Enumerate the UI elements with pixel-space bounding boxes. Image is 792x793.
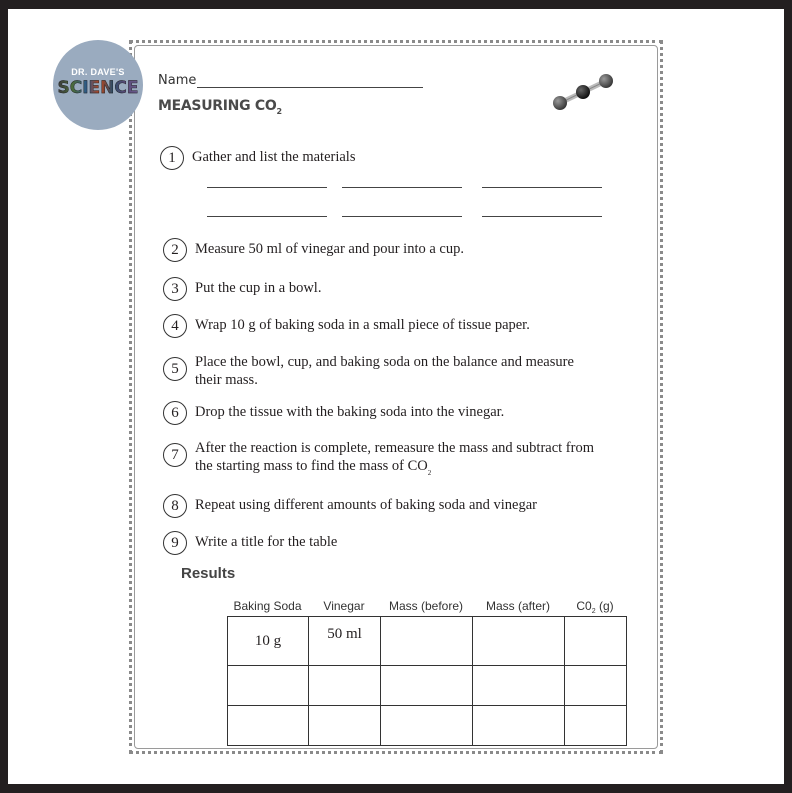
step-4 <box>163 316 595 338</box>
table-cell[interactable] <box>381 706 473 746</box>
step-text: Repeat using different amounts of baking soda and vinegar <box>195 497 538 513</box>
material-blank-2[interactable] <box>342 187 462 188</box>
co2-unit: (g) <box>598 599 614 613</box>
column-header-mass-before: Mass (before) <box>388 599 464 613</box>
step-text: Measure 50 ml of vinegar and pour into a cup. <box>195 241 464 257</box>
table-cell[interactable] <box>309 706 381 746</box>
worksheet-page <box>8 9 784 784</box>
step-9 <box>163 533 595 555</box>
column-header-mass-after: Mass (after) <box>485 599 550 613</box>
step-number-badge: 5 <box>163 357 187 381</box>
table-cell[interactable] <box>565 706 627 746</box>
step-text: Wrap 10 g of baking soda in a small piece of tissue paper. <box>195 317 530 333</box>
table-row <box>228 666 627 706</box>
column-header-baking-soda: Baking Soda <box>233 599 302 613</box>
results-heading: Results <box>181 565 236 582</box>
logo-line2: SCIENCE <box>57 77 139 98</box>
table-cell[interactable] <box>565 666 627 706</box>
step-number-badge: 2 <box>163 238 187 262</box>
material-blank-6[interactable] <box>482 216 602 217</box>
table-cell[interactable]: 50 ml <box>309 617 381 666</box>
step-6 <box>163 403 595 425</box>
step-number-badge: 8 <box>163 494 187 518</box>
step-number-badge: 1 <box>160 146 184 170</box>
table-cell[interactable] <box>473 706 565 746</box>
table-cell[interactable] <box>228 666 309 706</box>
material-blank-5[interactable] <box>342 216 462 217</box>
name-field <box>158 73 423 88</box>
table-cell[interactable]: 10 g <box>228 617 309 666</box>
step-number-badge: 6 <box>163 401 187 425</box>
step-number-badge: 3 <box>163 277 187 301</box>
page-title <box>158 98 282 116</box>
table-cell[interactable] <box>473 666 565 706</box>
step-2 <box>163 240 595 262</box>
results-table <box>227 616 627 746</box>
dr-daves-science-logo <box>53 40 143 130</box>
table-row <box>228 617 627 666</box>
name-label: Name <box>158 73 197 88</box>
step-3 <box>163 279 595 301</box>
material-blank-3[interactable] <box>482 187 602 188</box>
logo-line1: DR. DAVE'S <box>71 66 125 77</box>
title-text: MEASURING CO <box>158 98 277 114</box>
step-text: Gather and list the materials <box>192 149 356 165</box>
table-cell[interactable] <box>381 617 473 666</box>
step-7 <box>163 439 595 482</box>
step-text: Drop the tissue with the baking soda into the vinegar. <box>195 404 505 420</box>
title-subscript: 2 <box>276 107 282 116</box>
step-number-badge: 9 <box>163 531 187 555</box>
step-1 <box>160 148 592 170</box>
column-header-co2 <box>564 599 626 615</box>
table-cell[interactable] <box>381 666 473 706</box>
table-cell[interactable] <box>228 706 309 746</box>
co2-label: C0 <box>576 599 592 613</box>
step-text: Place the bowl, cup, and baking soda on the balance and measure their mass. <box>195 354 574 388</box>
table-cell[interactable] <box>565 617 627 666</box>
column-header-vinegar: Vinegar <box>323 599 365 613</box>
co2-molecule-icon <box>548 69 618 114</box>
co2-subscript: 2 <box>427 469 432 477</box>
co2-subscript: 2 <box>591 608 596 615</box>
table-cell[interactable] <box>309 666 381 706</box>
material-blank-1[interactable] <box>207 187 327 188</box>
step-number-badge: 7 <box>163 443 187 467</box>
step-number-badge: 4 <box>163 314 187 338</box>
table-cell[interactable] <box>473 617 565 666</box>
step-text <box>195 439 595 482</box>
step-text: Write a title for the table <box>195 534 338 550</box>
table-row <box>228 706 627 746</box>
name-blank-line[interactable] <box>197 74 423 88</box>
step-8 <box>163 496 595 518</box>
step-5 <box>163 353 595 389</box>
step-7-text: After the reaction is complete, remeasure the mass and subtract from the starting mass to find the mass of CO <box>195 440 594 474</box>
step-text: Put the cup in a bowl. <box>195 280 322 296</box>
material-blank-4[interactable] <box>207 216 327 217</box>
